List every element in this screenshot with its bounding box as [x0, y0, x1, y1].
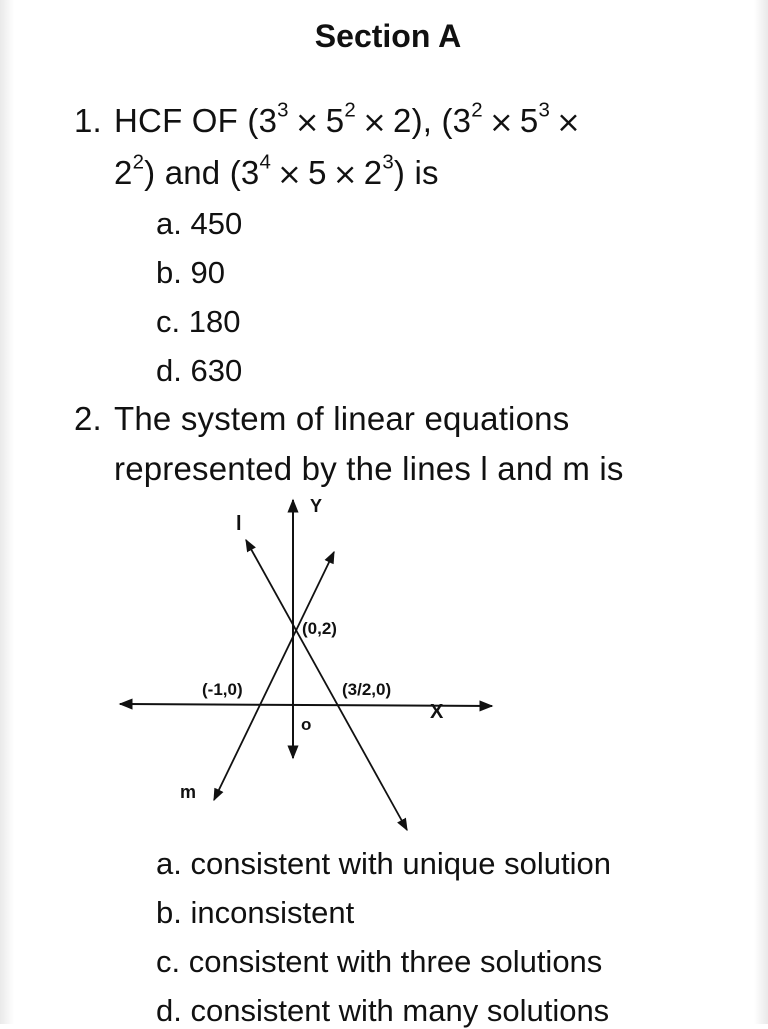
q2-number: 2.: [74, 400, 102, 437]
option-label: a.: [156, 846, 182, 881]
page-edge-left: [0, 0, 14, 1024]
option-label: d.: [156, 993, 182, 1028]
point-label-neg1-0: (-1,0): [202, 680, 243, 699]
q2-option-c[interactable]: [156, 944, 602, 980]
q2-stem-line1: [74, 400, 569, 438]
option-label: d.: [156, 353, 182, 388]
q1-exp: 2: [132, 150, 145, 174]
q1-text-i: ) is: [393, 154, 439, 191]
section-title: Section A: [314, 18, 462, 54]
option-label: b.: [156, 895, 182, 930]
times-sign: ×: [556, 105, 582, 140]
q1-text-e: 2: [114, 154, 133, 191]
q2-line-graph: [100, 490, 540, 840]
q1-text-h: 2: [363, 154, 383, 191]
origin-label: o: [301, 715, 312, 734]
page-edge-right: [754, 0, 768, 1024]
option-text: inconsistent: [190, 895, 355, 930]
q1-stem-line2: [114, 150, 439, 192]
q1-text-c: 2), (3: [393, 102, 472, 139]
q2-option-a[interactable]: [156, 846, 611, 882]
option-label: c.: [156, 944, 181, 979]
times-sign: ×: [488, 105, 514, 140]
option-text: 450: [190, 206, 243, 241]
q1-exp: 3: [538, 98, 551, 122]
q1-exp: 2: [344, 98, 356, 122]
q1-exp: 3: [277, 98, 289, 122]
option-text: consistent with three solutions: [188, 944, 603, 979]
q2-stem-line2: represented by the lines l and m is: [114, 450, 624, 487]
x-axis-label: X: [430, 701, 444, 723]
point-label-0-2: (0,2): [302, 619, 337, 638]
q1-option-b[interactable]: [156, 255, 225, 291]
q1-text-g: 5: [308, 154, 327, 191]
y-axis-label: Y: [310, 496, 323, 516]
times-sign: ×: [332, 157, 358, 192]
line-m-label: m: [180, 782, 197, 802]
option-text: consistent with unique solution: [190, 846, 611, 881]
q1-text-b: 5: [325, 102, 345, 139]
q1-text-d: 5: [519, 102, 539, 139]
q2-option-b[interactable]: [156, 895, 354, 931]
q1-option-d[interactable]: [156, 353, 242, 389]
q2-text-line1: The system of linear equations: [114, 400, 570, 437]
q1-text-a: HCF OF (3: [114, 102, 278, 139]
option-label: c.: [156, 304, 181, 339]
times-sign: ×: [361, 105, 388, 140]
option-label: a.: [156, 206, 182, 241]
option-text: 180: [188, 304, 241, 339]
q1-number: 1.: [74, 102, 102, 139]
q1-option-c[interactable]: [156, 304, 240, 340]
q1-exp: 3: [382, 150, 394, 174]
option-text: 630: [190, 353, 243, 388]
q1-exp: 4: [259, 150, 272, 174]
option-text: consistent with many solutions: [190, 993, 610, 1028]
line-l-label: l: [236, 513, 242, 535]
times-sign: ×: [294, 105, 320, 140]
point-label-3-2-0: (3/2,0): [342, 680, 392, 699]
q1-stem-line1: [74, 98, 587, 140]
option-text: 90: [190, 255, 225, 290]
q1-exp: 2: [471, 98, 483, 122]
option-label: b.: [156, 255, 182, 290]
times-sign: ×: [277, 157, 303, 192]
q1-option-a[interactable]: [156, 206, 242, 242]
q1-text-f: ) and (3: [144, 154, 260, 191]
